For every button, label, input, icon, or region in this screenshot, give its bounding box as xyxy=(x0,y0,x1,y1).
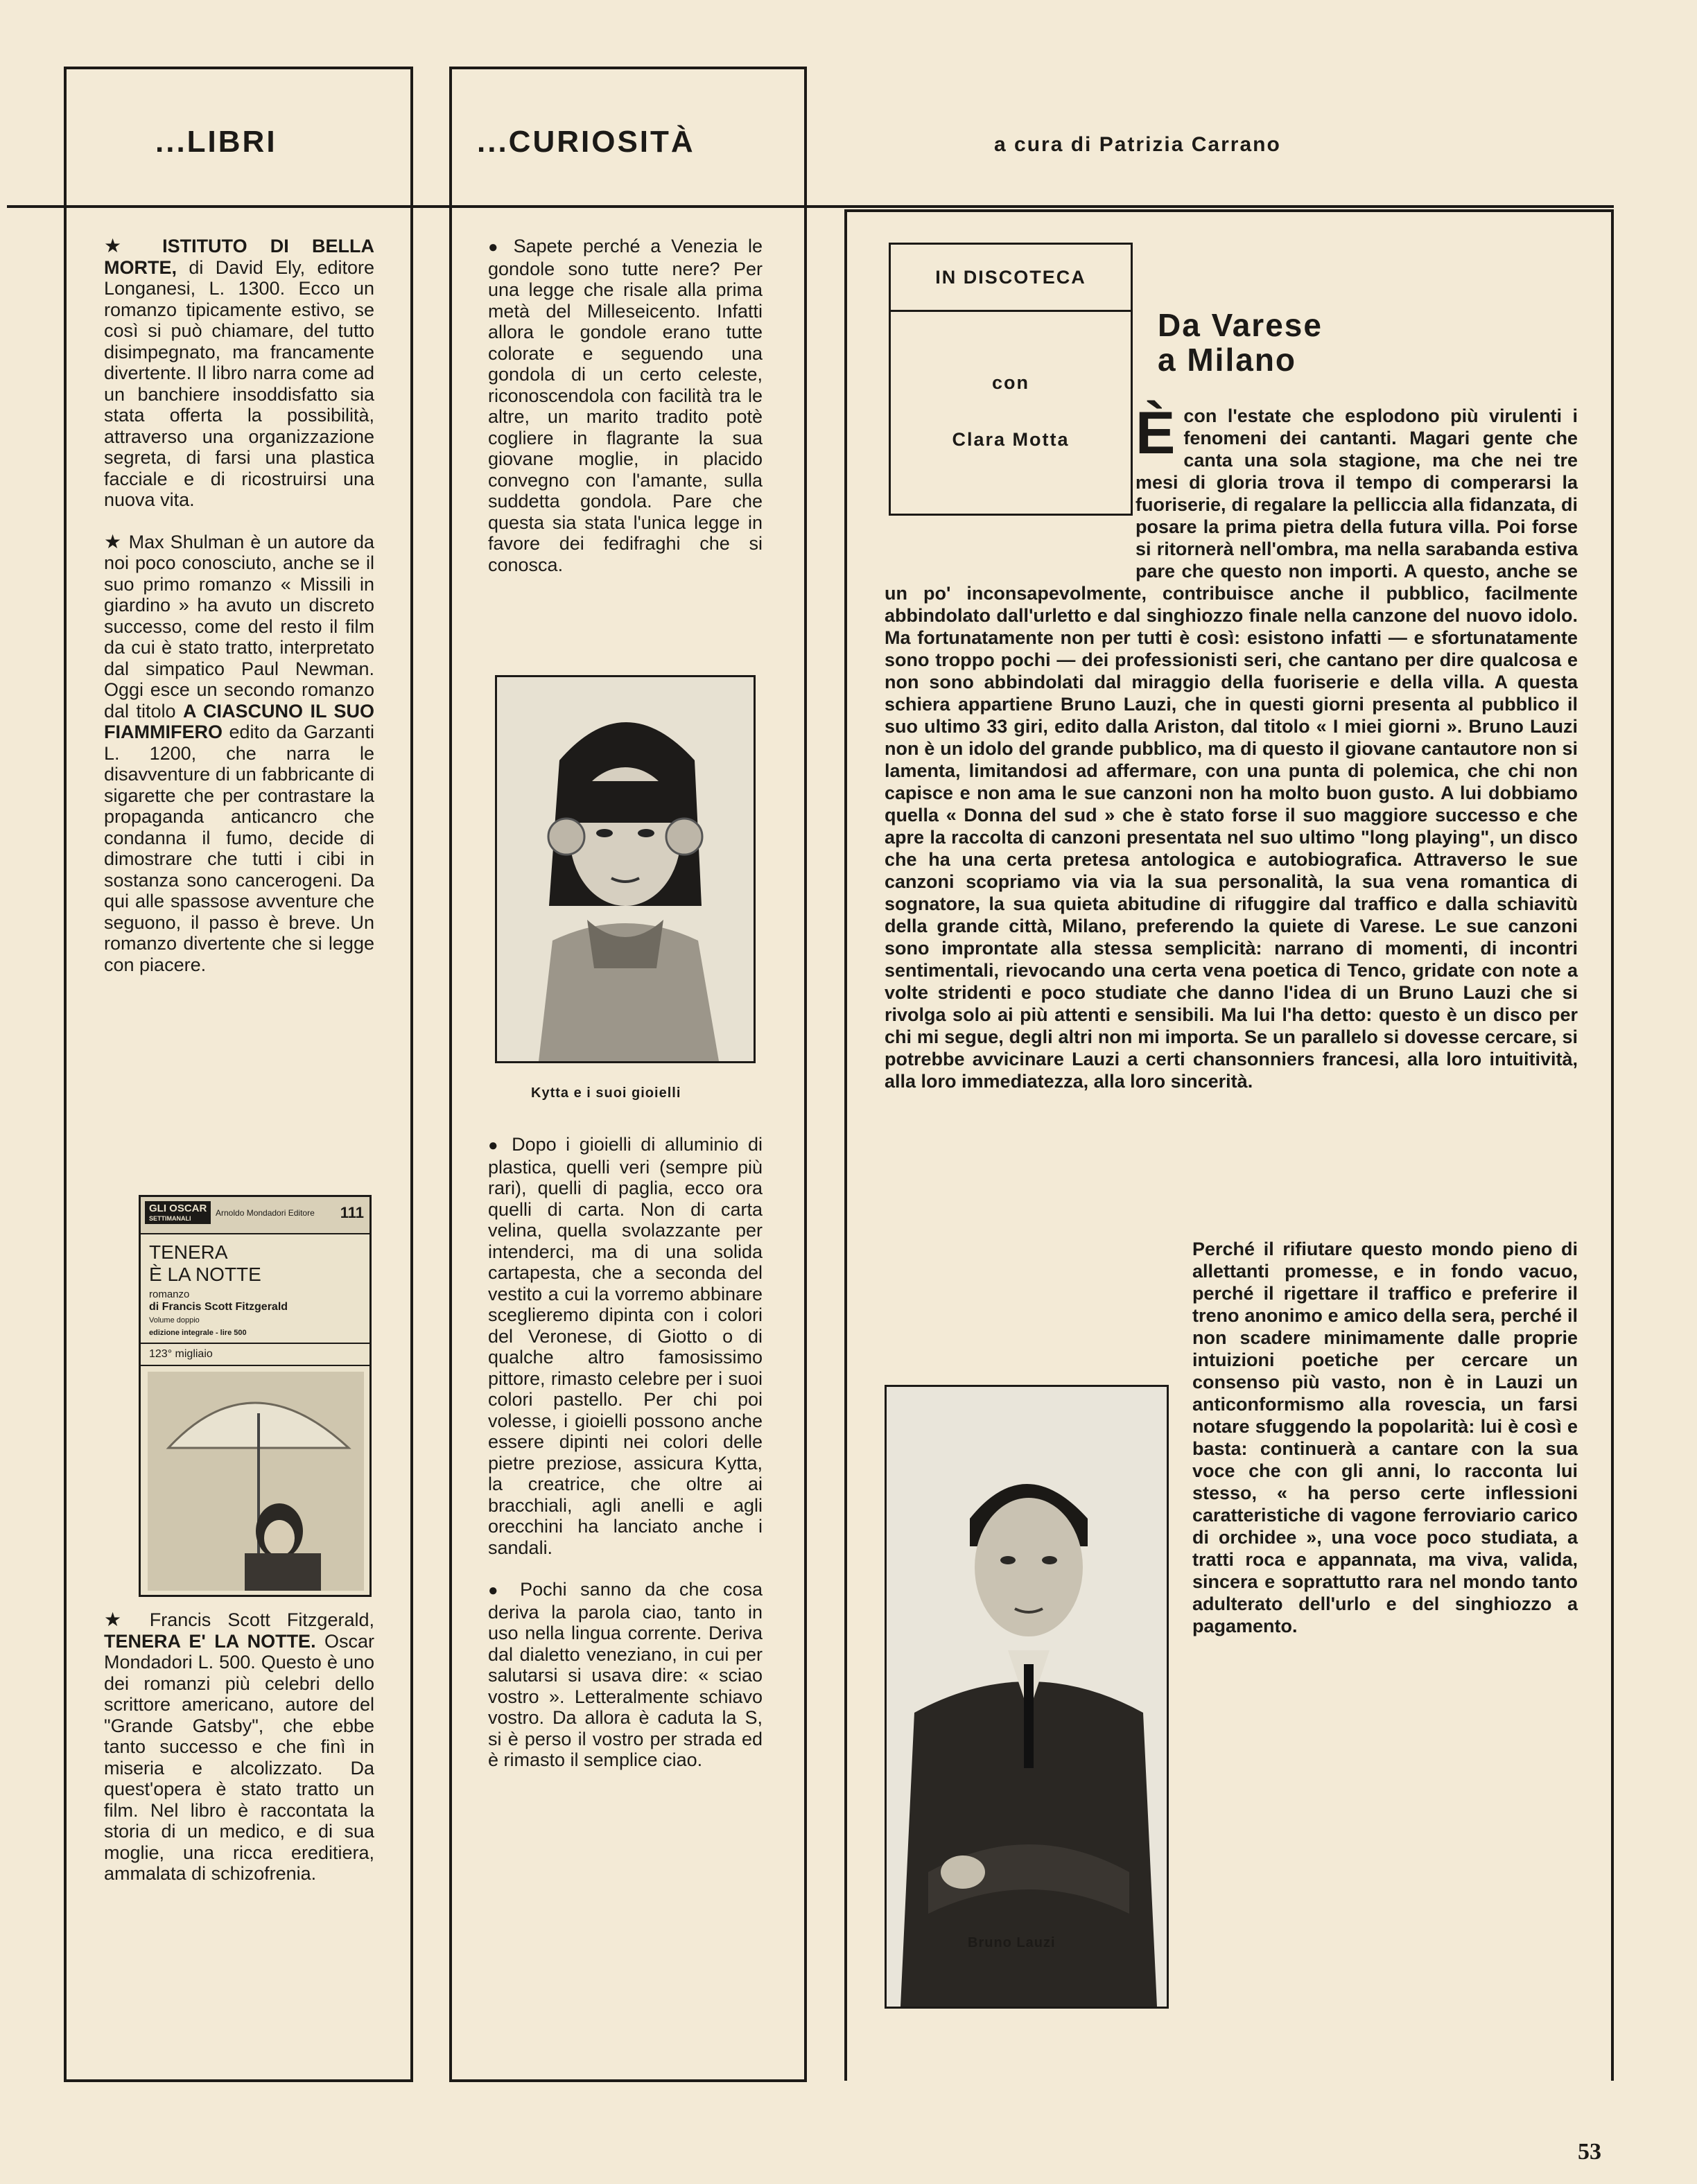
kytta-portrait xyxy=(497,677,754,1061)
kytta-photo xyxy=(495,675,756,1063)
star-icon: ★ xyxy=(104,530,123,552)
cover-number: 111 xyxy=(340,1204,364,1221)
cover-edition: edizione integrale - lire 500 xyxy=(149,1329,247,1337)
book-review-3 xyxy=(104,1609,374,1885)
article-paragraph-1-text: con l'estate che esplodono più virulenti i fenomeni dei cantanti. Magari gente che canta una sola stagione, ma che nei tre mesi di gloria trova il tempo di comperarsi la fuoriserie, di regalare la pelliccia alla fidanzata, di posare la prima pietra della futura villa. Poi forse si ritornerà nell'ombra, ma nella sarabanda estiva pare che questo non importi. A questo, anche se un po' inconsapevolmente, contribuisce anche il pubblico, facilmente abbindolato dall'urletto e dal singhiozzo finale nella canzone del nuovo idolo. Ma fortunatamente non per tutti è così: esistono infatti — e sfortunatamente sono troppo pochi — dei professionisti seri, che cantano per dire qualcosa e non sono abbindolati dal miraggio della fuoriserie e della villa. A questa schiera appartiene Bruno Lauzi, che in questi giorni presenta al pubblico il suo ultimo 33 giri, edito dalla Ariston, dal titolo « I miei giorni ». Bruno Lauzi non è un idolo del grande pubblico, ma di questo il giovane cantautore non si lamenta, limitandosi ad affermare, con una punta di polemica, che chi non capisce e non ama le sue canzoni non ha molto buon gusto. A lui dobbiamo quella « Donna del sud » che è stato forse il suo maggiore successo e che apre la raccolta di canzoni presentata nel suo ultimo "long playing", un disco che ha una certa pretesa antologica e autobiografica. Attraverso le sue canzoni scopriamo via via la sua personalità, la sua vena romantica di sognatore, la sua quieta abitudine di rifuggire dal traffico e dalla schiavitù della grande città, Milano, preferendo la quiete di Varese. Le sue canzoni sono improntate alla stessa semplicità: narrano di momenti, di incontri sentimentali, rievocando una certa vena poetica di Tenco, gridate con note a volte stridenti e poco studiate che danno l'idea di un Bruno Lauzi che si rivolga solo ai più attenti e sensibili. Ma lui l'ha detto: questo è un disco per chi mi segue, degli altri non mi importa. Se un parallelo si dovesse cercare, si potrebbe avvicinare Lauzi a certi chansonniers francesi, alla loro intuitività, alla loro immediatezza, alla loro sincerità. xyxy=(885,405,1578,1092)
cover-series-badge xyxy=(145,1201,211,1224)
cover-illustration xyxy=(148,1372,364,1591)
cover-header-bar xyxy=(141,1197,369,1234)
page-number: 53 xyxy=(1578,2139,1601,2165)
book-review-2-text-b: edito da Garzanti L. 1200, che narra le disavventure di un fabbricante di sigarette che per contrastare la propaganda anticancro che condanna il fumo, decide di dimostrare che tutti i cibi in sostanza sono cancerogeni. Da qui alle spassose avventure che seguono, il passo è breve. Un romanzo divertente che si legge con piacere. xyxy=(104,722,374,975)
curiosity-2 xyxy=(488,1134,763,1558)
libri-text xyxy=(104,236,374,996)
cover-volume: Volume doppio xyxy=(149,1316,200,1325)
cover-divider xyxy=(141,1365,369,1366)
curiosity-1 xyxy=(488,236,763,575)
book-review-1-text: di David Ely, editore Longanesi, L. 1300. Ecco un romanzo tipicamente estivo, se così si può chiamare, del tutto disimpegnato, ma francamente divertente. Il libro narra come ad un banchiere insoddisfatto sia stata offerta la possibilità, attraverso una organizzazione segreta, di farsi una plastica facciale e di ricostruirsi una nuova vita. xyxy=(104,256,374,510)
discoteca-author: Clara Motta xyxy=(952,429,1070,450)
curiosity-1-text: Sapete perché a Venezia le gondole sono tutte nere? Per una legge che risale alla prima metà del Milleseicento. Infatti allora le gondole erano tutte colorate e seguendo una gondola di un certo celeste, riconoscendola con facilità tra le altre, un marito tradito potè cogliere in flagrante la sua giovane moglie, in placido convegno con l'amante, sulla suddetta gondola. Pare che questa sia stata l'unica legge in favore dei fedifraghi che si conosca. xyxy=(488,236,763,575)
book-review-3-text-b: Oscar Mondadori L. 500. Questo è uno dei romanzi più celebri dello scrittore americano, autore del "Grande Gatsby", che ebbe tanto successo e che finì in miseria e alcolizzato. Da quest'opera è stato tratto un film. Nel libro è raccontata la storia di un medico, e di sua moglie, una ricca ereditiera, ammalata di schizofrenia. xyxy=(104,1630,374,1884)
layout-float-badge xyxy=(885,405,1135,561)
cover-title-line2: È LA NOTTE xyxy=(149,1264,261,1285)
book-review-2-text-a: Max Shulman è un autore da noi poco conosciuto, anche se il suo primo romanzo « Missili in giardino » ha avuto un discreto successo, come del resto il film da cui è stato tratto, interpretato dal simpatico Paul Newman. Oggi esce un secondo romanzo dal titolo xyxy=(104,531,374,722)
article-title-line2: a Milano xyxy=(1158,342,1297,378)
libri-heading: ...LIBRI xyxy=(155,125,277,159)
kytta-photo-caption: Kytta e i suoi gioielli xyxy=(531,1085,681,1101)
discoteca-con: con xyxy=(991,372,1029,393)
curiosita-text-bottom xyxy=(488,1134,763,1792)
header-rule xyxy=(7,205,1614,208)
cover-publisher: Arnoldo Mondadori Editore xyxy=(216,1208,315,1218)
cover-title-line1: TENERA xyxy=(149,1241,228,1263)
curiosita-heading: ...CURIOSITÀ xyxy=(477,125,695,159)
cover-series-sub: SETTIMANALI xyxy=(149,1215,191,1222)
bruno-lauzi-portrait xyxy=(887,1387,1167,2007)
curiosita-text-top xyxy=(488,236,763,596)
bruno-lauzi-photo xyxy=(885,1385,1169,2009)
curiosity-3-text: Pochi sanno da che cosa deriva la parola ciao, tanto in uso nella lingua corrente. Deriva dal dialetto veneziano, in cui per salutarsi si usava dire: « sciao vostro ». Letteralmente schiavo vostro. Da allora è caduta la S, si è perso il vostro per strada ed è rimasto il semplice ciao. xyxy=(488,1579,763,1770)
book-review-3-text-a: Francis Scott Fitzgerald, xyxy=(149,1609,374,1630)
bullet-icon: ● xyxy=(488,1136,503,1155)
article-paragraph-2: Perché il rifiutare questo mondo pieno di allettanti promesse, e in fondo vacuo, perché il rigettare il traffico e preferire il treno anonimo e amico della sera, perché il non scadere minimamente dalle proprie intuizioni poetiche per cercare un consenso più vasto, non è in Lauzi un anticonformismo alla rovescia, un farsi notare sfuggendo la popolarità: lui è così e basta: continuerà a cantare con la sua voce che con gli anni, lo racconta lui stesso, « ha perso certe inflessioni caratteristiche di vagone ferroviario carico di orchidee », una voce poco studiata, a tratti roca e appannata, ma viva, valida, sincera e soprattutto rara nel mondo tanto adulterato dell'urlo e del singhiozzo a pagamento. xyxy=(1192,1239,1578,1636)
book-review-1 xyxy=(104,236,374,511)
book-review-2 xyxy=(104,532,374,976)
article-dropcap: È xyxy=(1135,400,1176,466)
bullet-icon: ● xyxy=(488,238,503,256)
cover-author: di Francis Scott Fitzgerald xyxy=(149,1301,288,1313)
cover-subtitle: romanzo xyxy=(149,1288,190,1300)
curiosity-3 xyxy=(488,1579,763,1771)
book-cover-image xyxy=(139,1195,372,1597)
cover-series: GLI OSCAR xyxy=(149,1203,207,1214)
libri-text-bottom xyxy=(104,1609,374,1905)
star-icon: ★ xyxy=(104,1609,133,1630)
article-title xyxy=(1158,308,1323,377)
book-title-1: ISTITUTO DI BELLA MORTE, xyxy=(104,236,374,278)
cover-divider xyxy=(141,1343,369,1344)
cover-copies: 123° migliaio xyxy=(149,1348,213,1360)
book-title-2: A CIASCUNO IL SUO FIAMMIFERO xyxy=(104,700,374,742)
curiosity-2-text: Dopo i gioielli di alluminio di plastica, quelli veri (sempre più rari), quelli di paglia, ecco ora quelli di carta. Non di carta velina, quella svolazzante per intenderci, ma di una solida cartapesta, che a seconda del vestito a cui la vorremo abbinare sceglieremo dipinta con i colori del Veronese, di Giotto o di qualche altro famosissimo pittore, rimasto celebre per i suoi colori pastello. Per chi poi volesse, i gioielli possono anche essere dipinti nei colori delle pietre preziose, assicura Kytta, la creatrice, che oltre ai bracchiali, agli anelli e agli orecchini ha lanciato anche i sandali. xyxy=(488,1134,763,1558)
article-body xyxy=(885,400,1578,1223)
article-title-line1: Da Varese xyxy=(1158,307,1323,343)
bruno-lauzi-caption: Bruno Lauzi xyxy=(968,1935,1056,1950)
book-title-3: TENERA E' LA NOTTE. xyxy=(104,1630,316,1652)
byline: a cura di Patrizia Carrano xyxy=(994,133,1281,156)
bullet-icon: ● xyxy=(488,1581,507,1600)
star-icon: ★ xyxy=(104,235,139,256)
discoteca-badge-label: IN DISCOTECA xyxy=(891,245,1131,312)
article-body-continued xyxy=(1192,1238,1578,1637)
